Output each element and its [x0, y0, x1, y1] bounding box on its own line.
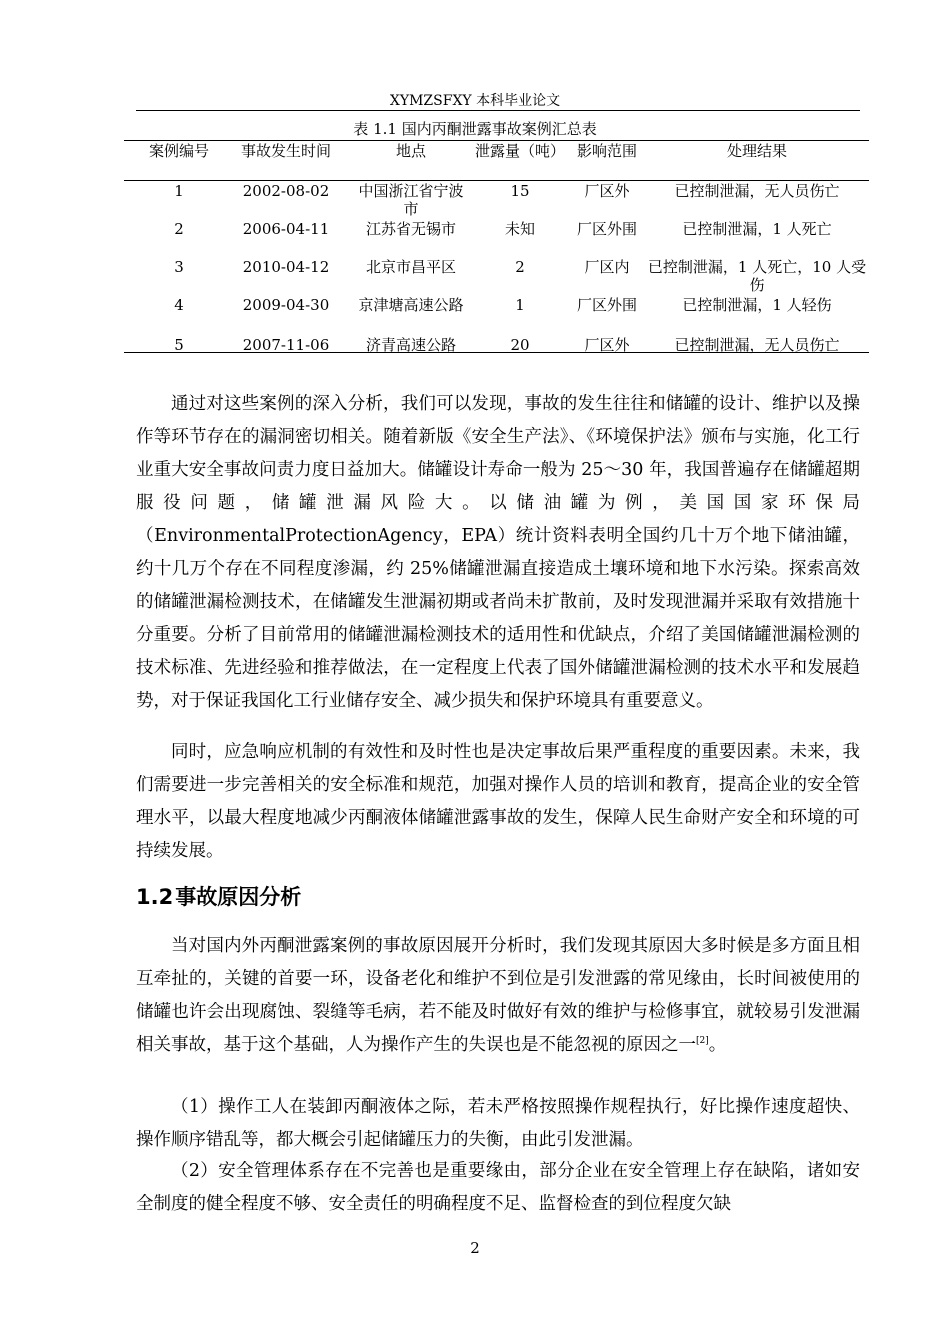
table-cell: 未知: [504, 220, 535, 238]
table-cell: 2010-04-12: [242, 258, 330, 276]
table-cell: 2009-04-30: [242, 296, 330, 314]
table-cell: 已控制泄漏，无人员伤亡: [674, 182, 840, 200]
column-header-leak-amount: 泄露量（吨）: [474, 142, 565, 160]
paragraph-tail: 。: [708, 1035, 727, 1055]
table-cell: 厂区外: [584, 336, 630, 354]
table-cell: 已控制泄漏，1 人死亡: [682, 220, 832, 238]
section-number: 1.2: [136, 885, 174, 909]
table-cell: 江苏省无锡市: [365, 220, 456, 238]
section-heading: [136, 882, 301, 912]
table-cell: 中国浙江省宁波市: [358, 182, 464, 218]
table-cell: 北京市昌平区: [365, 258, 456, 276]
table-cell: 2007-11-06: [242, 336, 330, 354]
header-rule: [136, 110, 860, 111]
table-cell: 厂区外围: [576, 296, 637, 314]
table-cell: 2: [515, 258, 525, 276]
table-caption: 表 1.1 国内丙酮泄露事故案例汇总表: [353, 120, 597, 138]
table-header-rule: [124, 180, 869, 181]
table-cell: 1: [515, 296, 525, 314]
table-cell: 2006-04-11: [242, 220, 330, 238]
table-cell: 厂区外围: [576, 220, 637, 238]
table-cell: 2002-08-02: [242, 182, 330, 200]
table-cell: 3: [174, 258, 184, 276]
table-cell: 厂区内: [584, 258, 630, 276]
table-cell: 4: [174, 296, 184, 314]
column-header-result: 处理结果: [726, 142, 787, 160]
table-cell: 20: [510, 336, 530, 354]
section-title: 事故原因分析: [175, 885, 302, 909]
body-paragraph: 通过对这些案例的深入分析，我们可以发现，事故的发生往往和储罐的设计、维护以及操作等环节存在的漏洞密切相关。随着新版《安全生产法》、《环境保护法》颁布与实施，化工行业重大安全事故问责力度日益加大。储罐设计寿命一般为 25～30 年，我国普遍存在储罐超期服役问题，储罐泄漏风险大。以储油罐为例，美国国家环保局（EnvironmentalProtectionAgency，EPA）统计资料表明全国约几十万个地下储油罐，约十几万个存在不同程度渗漏，约 25%储罐泄漏直接造成土壤环境和地下水污染。探索高效的储罐泄漏检测技术，在储罐发生泄漏初期或者尚未扩散前，及时发现泄漏并采取有效措施十分重要。分析了目前常用的储罐泄漏检测技术的适用性和优缺点，介绍了美国储罐泄漏检测的技术标准、先进经验和推荐做法，在一定程度上代表了国外储罐泄漏检测的技术水平和发展趋势，对于保证我国化工行业储存安全、减少损失和保护环境具有重要意义。: [136, 394, 860, 711]
body-paragraph: [136, 930, 860, 1062]
table-cell: 京津塘高速公路: [358, 296, 464, 314]
body-paragraph: 同时，应急响应机制的有效性和及时性也是决定事故后果严重程度的重要因素。未来，我们需要进一步完善相关的安全标准和规范，加强对操作人员的培训和教育，提高企业的安全管理水平，以最大程度地减少丙酮液体储罐泄露事故的发生，保障人民生命财产安全和环境的可持续发展。: [136, 742, 860, 861]
table-top-rule: [124, 140, 869, 141]
table-cell: 济青高速公路: [365, 336, 456, 354]
list-paragraph: （2）安全管理体系存在不完善也是重要缘由，部分企业在安全管理上存在缺陷，诸如安全制度的健全程度不够、安全责任的明确程度不足、监督检查的到位程度欠缺: [136, 1161, 860, 1214]
table-cell: 厂区外: [584, 182, 630, 200]
paragraph-text: 当对国内外丙酮泄露案例的事故原因展开分析时，我们发现其原因大多时候是多方面且相互牵扯的，关键的首要一环，设备老化和维护不到位是引发泄露的常见缘由，长时间被使用的储罐也许会出现腐蚀、裂缝等毛病，若不能及时做好有效的维护与检修事宜，就较易引发泄漏相关事故，基于这个基础，人为操作产生的失误也是不能忽视的原因之一: [136, 936, 860, 1055]
table-cell: 1: [174, 182, 184, 200]
column-header-location: 地点: [395, 142, 426, 160]
column-header-impact-scope: 影响范围: [576, 142, 637, 160]
running-header: XYMZSFXY 本科毕业论文: [389, 93, 561, 109]
table-cell: 15: [510, 182, 530, 200]
list-paragraph: （1）操作工人在装卸丙酮液体之际，若未严格按照操作规程执行，好比操作速度超快、操作顺序错乱等，都大概会引起储罐压力的失衡，由此引发泄漏。: [136, 1097, 860, 1150]
column-header-date: 事故发生时间: [240, 142, 331, 160]
table-cell: 2: [174, 220, 184, 238]
column-header-case-number: 案例编号: [148, 142, 209, 160]
page-number: 2: [470, 1239, 480, 1257]
table-cell: 已控制泄漏，1 人死亡，10 人受伤: [647, 258, 867, 294]
table-cell: 5: [174, 336, 184, 354]
table-cell: 已控制泄漏，1 人轻伤: [682, 296, 832, 314]
citation-reference[interactable]: [2]: [696, 1036, 709, 1047]
table-cell: 已控制泄漏，无人员伤亡: [674, 336, 840, 354]
